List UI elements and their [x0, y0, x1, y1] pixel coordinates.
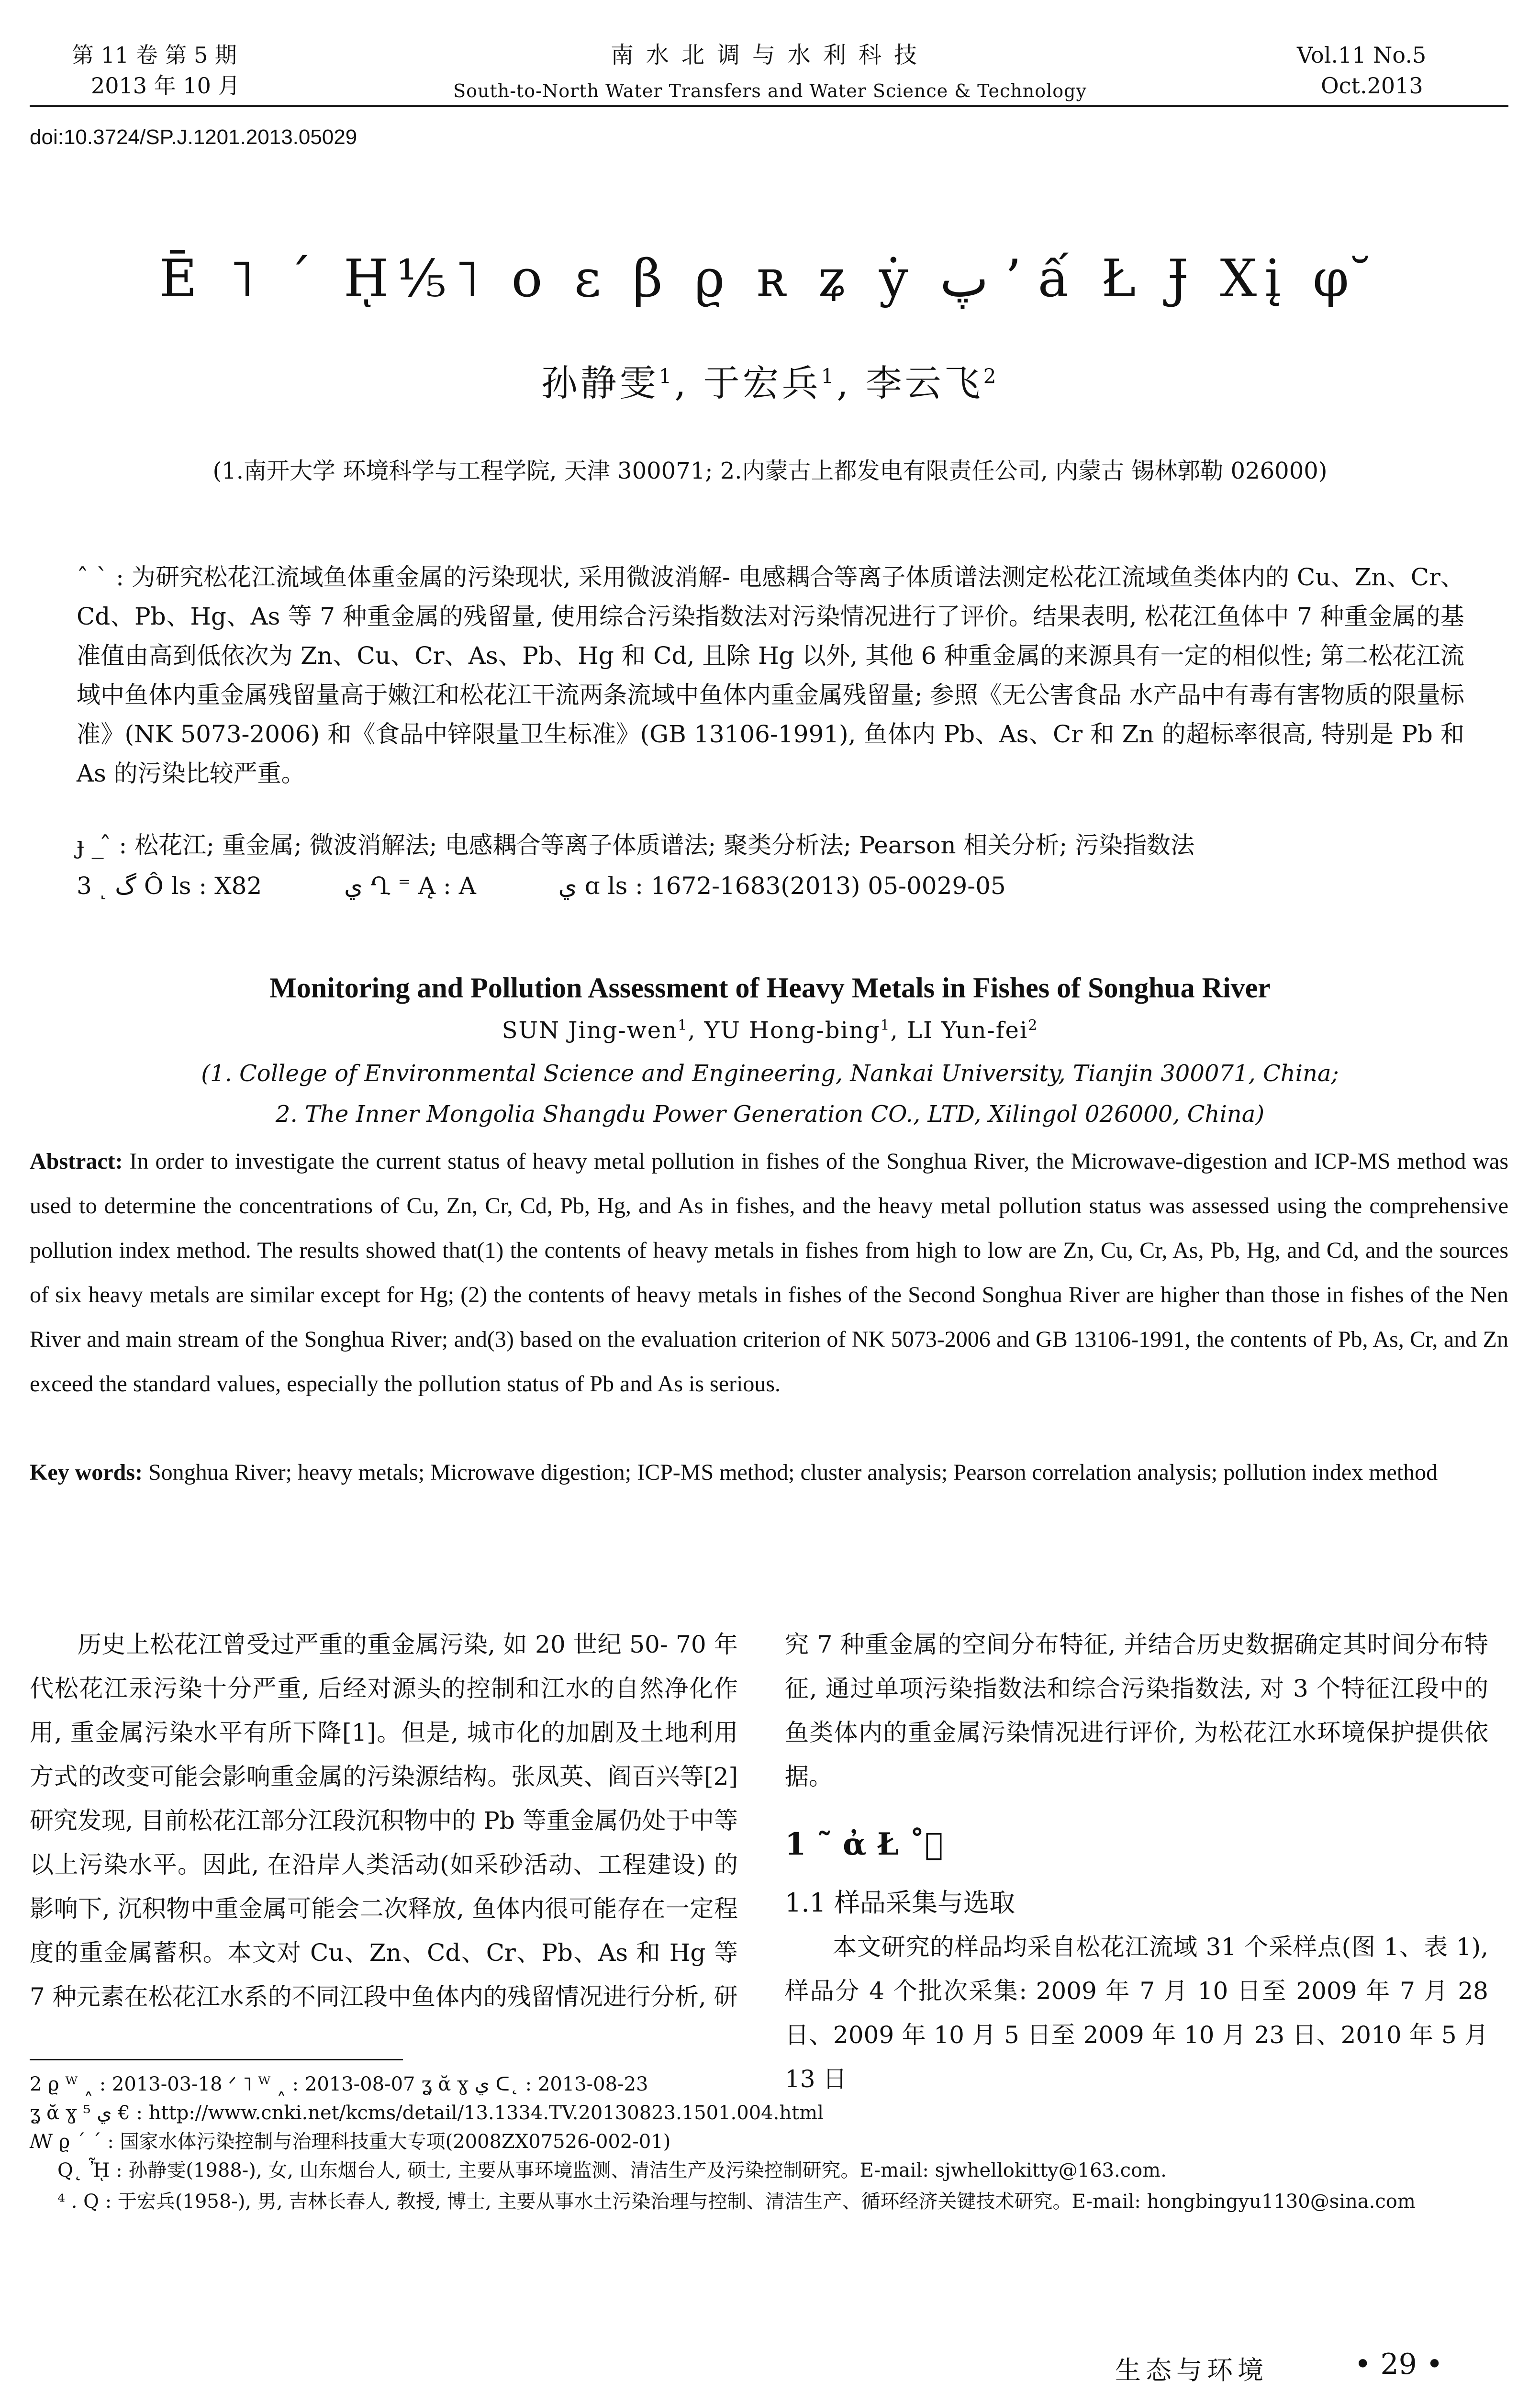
doi: doi:10.3724/SP.J.1201.2013.05029 [30, 125, 357, 149]
author-name-en: SUN Jing-wen [502, 1017, 678, 1044]
header-rule [30, 105, 1508, 107]
header-date: 2013 年 10 月 [91, 73, 240, 99]
abstract-cn-label: ˆ ˋ : [77, 563, 124, 591]
header-journal-en: South-to-North Water Transfers and Water Science & Technology [453, 80, 1087, 101]
keywords-en-label: Key words: [30, 1460, 143, 1485]
author-name: 孙静雯 [541, 362, 659, 404]
article-id: ي ɑ ls : 1672-1683(2013) 05-0029-05 [558, 872, 1006, 900]
abstract-en-label: Abstract: [30, 1149, 123, 1174]
keywords-en-text: Songhua River; heavy metals; Microwave digestion; ICP-MS method; cluster analysis; Pearson correlation analysis; pollution index method [148, 1460, 1438, 1485]
footer-section-name: 生态与环境 [1115, 2355, 1268, 2385]
author-name: 于宏兵 [703, 362, 821, 404]
footnote-author1: Q˛ ᾞ : 孙静雯(1988-), 女, 山东烟台人, 硕士, 主要从事环境监测、清洁生产及污染控制研究。E-mail: sjwhellokitty@163.com. [57, 2159, 1167, 2181]
author-affil-mark: 1 [880, 1017, 891, 1034]
footnote-rule [30, 2059, 403, 2060]
clc-number: 3 ˻ گ Ô ls : X82 [77, 872, 262, 900]
header-journal-cn: 南水北调与水利科技 [610, 42, 929, 68]
body-paragraph: 历史上松花江曾受过严重的重金属污染, 如 20 世纪 50- 70 年代松花江汞污染十分严重, 后经对源头的控制和江水的自然净化作用, 重金属污染水平有所下降[1]。但是, 城市化的加剧及土地利用方式的改变可能会影响重金属的污染源结构。张凤英、阎百兴等[2] 研究发现, 目前松花江部分江段沉积物中的 Pb 等重金属仍处于中等以上污染水平。因此, 在沿岸人类活动(如采砂活动、工程建设) 的影响下, 沉积物中重金属可能会二次释放, 鱼体内很可能存在一定程度的重金属蓄积。本文对 Cu、Zn、Cd、Cr、Pb、As 和 Hg 等 7 种元素在松花江水系的不同江段中鱼体内的残留情况进行分析, 研 [30, 1631, 738, 2011]
body-paragraph: 究 7 种重金属的空间分布特征, 并结合历史数据确定其时间分布特征, 通过单项污染指数法和综合污染指数法, 对 3 个特征江段中的鱼类体内的重金属污染情况进行评价, 为松花江水环境保护提供依据。 [785, 1631, 1488, 1790]
authors-cn: 孙静雯$^1$, 于宏兵$^1$, 李云飞$^2$ [541, 362, 999, 404]
section-heading: 1 ˜ ἀ Ł ˚ ٍ [785, 1826, 954, 1862]
author-name-en: LI Yun-fei [907, 1017, 1028, 1044]
author-affil-mark: 1 [678, 1017, 688, 1034]
header-volume-issue: 第 11 卷 第 5 期 [72, 42, 237, 68]
title-cn: Ē ˥ ˊ ῌ⅕˥ ο ε β ϱ ʀ ʑ ẏ پ ’ ấ Ł Ɉ Xį φ ̆ [159, 249, 1381, 309]
author-name-en: YU Hong-bing [704, 1017, 881, 1044]
author-affil-mark: 1 [821, 364, 837, 388]
header-vol-no-en: Vol.11 No.5 [1297, 42, 1427, 68]
abstract-cn [77, 558, 1464, 793]
keywords-en [30, 1450, 1508, 1495]
footnote-online: ʓ ᾰ ɣ ي ⁵ € : http://www.cnki.net/kcms/detail/13.1334.TV.20130823.1501.004.html [30, 2102, 824, 2124]
affiliation-en-1: (1. College of Environmental Science and Engineering, Nankai University, Tianjin 300071, China; [201, 1060, 1339, 1087]
author-affil-mark: 1 [658, 364, 675, 388]
keywords-cn-label: ɟ _ ̂ : [77, 831, 127, 859]
body-paragraph: 本文研究的样品均采自松花江流域 31 个采样点(图 1、表 1), 样品分 4 个批次采集: 2009 年 7 月 10 日至 2009 年 7 月 28 日、2009 年 10 月 5 日至 2009 年 10 月 23 日、2010 年 5 月 13 日 [785, 1933, 1488, 2093]
footnote-dates: 2 ϱ ᵂ ˰ : 2013-03-18 ᐟ ˥ ᵂ ˰ : 2013-08-07 ʓ ᾰ ɣ ي ᑕ˛ : 2013-08-23 [30, 2073, 648, 2095]
classification-cn [77, 866, 1464, 906]
affiliation-en-2: 2. The Inner Mongolia Shangdu Power Generation CO., LTD, Xilingol 026000, China) [275, 1101, 1265, 1128]
page-number: • 29 • [1354, 2348, 1443, 2381]
keywords-cn [77, 826, 1464, 865]
title-en: Monitoring and Pollution Assessment of Heavy Metals in Fishes of Songhua River [269, 972, 1271, 1004]
document-code: ي Ղ ⁼ Ą : A [344, 872, 476, 900]
author-affil-mark: 2 [983, 364, 999, 388]
subsection-heading: 1.1 样品采集与选取 [785, 1888, 1016, 1918]
header-date-en: Oct.2013 [1321, 73, 1423, 99]
body-left-column [30, 1622, 738, 2019]
body-right-column [785, 1622, 1488, 2101]
keywords-cn-text: 松花江; 重金属; 微波消解法; 电感耦合等离子体质谱法; 聚类分析法; Pearson 相关分析; 污染指数法 [134, 831, 1195, 859]
abstract-en-text: In order to investigate the current status of heavy metal pollution in fishes of the Songhua River, the Microwave-digestion and ICP-MS method was used to determine the concentrations of Cu, Zn, Cr, Cd, Pb, Hg, and As in fishes, and the heavy metal pollution status was assessed using the comprehensive pollution index method. The results showed that(1) the contents of heavy metals in fishes from high to low are Zn, Cu, Cr, As, Pb, Hg, and Cd, and the sources of six heavy metals are similar except for Hg; (2) the contents of heavy metals in fishes of the Second Songhua River are higher than those in fishes of the Nen River and main stream of the Songhua River; and(3) based on the evaluation criterion of NK 5073-2006 and GB 13106-1991, the contents of Pb, As, Cr, and Zn exceed the standard values, especially the pollution status of Pb and As is serious. [30, 1149, 1508, 1397]
authors-en: SUN Jing-wen$^1$, YU Hong-bing$^1$, LI Yun-fei$^2$ [502, 1017, 1038, 1044]
author-name: 李云飞 [865, 362, 983, 404]
footnote-author2: ⁴ . Q : 于宏兵(1958-), 男, 吉林长春人, 教授, 博士, 主要从事水土污染治理与控制、清洁生产、循环经济关键技术研究。E-mail: hongbingyu1130@sina.com [57, 2191, 1416, 2213]
abstract-cn-text: 为研究松花江流域鱼体重金属的污染现状, 采用微波消解- 电感耦合等离子体质谱法测定松花江流域鱼类体内的 Cu、Zn、Cr、Cd、Pb、Hg、As 等 7 种重金属的残留量, 使用综合污染指数法对污染情况进行了评价。结果表明, 松花江鱼体中 7 种重金属的基准值由高到低依次为 Zn、Cu、Cr、As、Pb、Hg 和 Cd, 且除 Hg 以外, 其他 6 种重金属的来源具有一定的相似性; 第二松花江流域中鱼体内重金属残留量高于嫩江和松花江干流两条流域中鱼体内重金属残留量; 参照《无公害食品 水产品中有毒有害物质的限量标准》(NK 5073-2006) 和《食品中锌限量卫生标准》(GB 13106-1991), 鱼体内 Pb、As、Cr 和 Zn 的超标率很高, 特别是 Pb 和 As 的污染比较严重。 [77, 563, 1465, 787]
footnote-funding: ꟿ ϱ ˊ ˊ : 国家水体污染控制与治理科技重大专项(2008ZX07526-002-01) [30, 2131, 671, 2153]
abstract-en [30, 1139, 1508, 1406]
affiliation-cn: (1.南开大学 环境科学与工程学院, 天津 300071; 2.内蒙古上都发电有限责任公司, 内蒙古 锡林郭勒 026000) [212, 458, 1328, 484]
author-affil-mark: 2 [1028, 1017, 1038, 1034]
